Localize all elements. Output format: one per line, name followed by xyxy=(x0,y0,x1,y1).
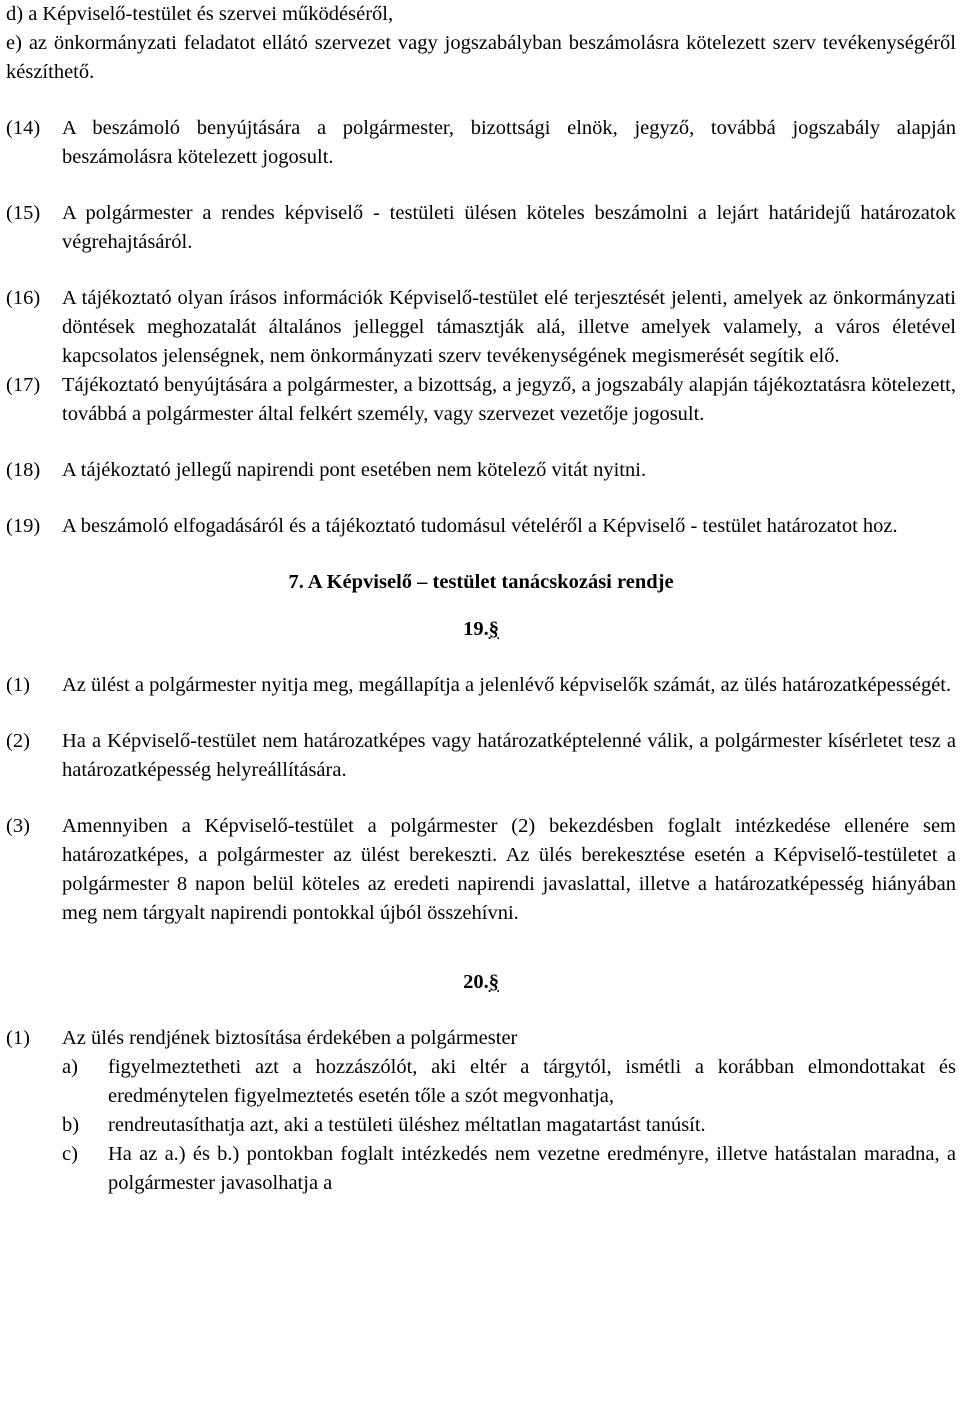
paragraph-number: (1) xyxy=(6,1027,30,1049)
subitem-label: c) xyxy=(62,1143,78,1165)
document-page xyxy=(6,0,956,1198)
paragraph-number: (18) xyxy=(6,459,41,481)
paragraph-14 xyxy=(6,114,956,172)
paragraph-text: A beszámoló benyújtására a polgármester, bizottsági elnök, jegyző, továbbá jogszabály alapján beszámolásra kötelezett jogosult. xyxy=(62,117,956,168)
paragraph-number: (16) xyxy=(6,287,41,309)
paragraph-text: A tájékoztató jellegű napirendi pont esetében nem kötelező vitát nyitni. xyxy=(62,459,647,481)
paragraph-number: (14) xyxy=(6,117,41,139)
section-number: 20. xyxy=(463,971,489,993)
paragraph-15 xyxy=(6,199,956,257)
paragraph-number: (3) xyxy=(6,815,30,837)
paragraph-text: Az ülés rendjének biztosítása érdekében a polgármester xyxy=(62,1027,518,1049)
paragraph-number: (1) xyxy=(6,674,30,696)
paragraph-number: (2) xyxy=(6,730,30,752)
paragraph-number: (15) xyxy=(6,202,41,224)
paragraph-18 xyxy=(6,456,956,485)
paragraph-text: Ha a Képviselő-testület nem határozatképes vagy határozatképtelenné válik, a polgármester kísérletet tesz a határozatképesség helyreállítására. xyxy=(62,730,956,781)
paragraph-number: (17) xyxy=(6,374,41,396)
subitem-b xyxy=(62,1111,956,1140)
paragraph-17 xyxy=(6,371,956,429)
paragraph-text: A polgármester a rendes képviselő - testületi ülésen köteles beszámolni a lejárt határidejű határozatok végrehajtásáról. xyxy=(62,202,956,253)
section-symbol: § xyxy=(488,618,499,640)
paragraph-text: A beszámoló elfogadásáról és a tájékoztató tudomásul vételéről a Képviselő - testület határozatot hoz. xyxy=(62,515,898,537)
section-20-heading xyxy=(6,968,956,997)
paragraph-19-2 xyxy=(6,727,956,785)
section-19-heading xyxy=(6,615,956,644)
item-e: e) az önkormányzati feladatot ellátó szervezet vagy jogszabályban beszámolásra kötelezett szerv tevékenységéről készíthető. xyxy=(6,32,956,83)
paragraph-text: A tájékoztató olyan írásos információk Képviselő-testület elé terjesztését jelenti, amelyek az önkormányzati döntések meghozatalát általános jelleggel támasztják alá, illetve amelyek valamely, a város életével kapcsolatos jelenségnek, nem önkormányzati szerv tevékenységének megismerését segítik elő. xyxy=(62,287,956,367)
paragraph-text: Az ülést a polgármester nyitja meg, megállapítja a jelenlévő képviselők számát, az ülés határozatképességét. xyxy=(62,674,952,696)
paragraph-16 xyxy=(6,284,956,371)
subitem-a xyxy=(62,1053,956,1111)
section-number: 19. xyxy=(463,618,489,640)
paragraph-20-1 xyxy=(6,1024,956,1053)
paragraph-19-1 xyxy=(6,671,956,700)
subitem-text: rendreutasíthatja azt, aki a testületi üléshez méltatlan magatartást tanúsít. xyxy=(108,1114,706,1136)
subitem-text: Ha az a.) és b.) pontokban foglalt intézkedés nem vezetne eredményre, illetve hatástalan maradna, a polgármester javasolhatja a xyxy=(108,1143,956,1194)
chapter-title: 7. A Képviselő – testület tanácskozási rendje xyxy=(288,571,674,593)
subitem-label: a) xyxy=(62,1056,78,1078)
paragraph-text: Amennyiben a Képviselő-testület a polgármester (2) bekezdésben foglalt intézkedése ellenére sem határozatképes, a polgármester az ülést berekeszti. Az ülés berekesztése esetén a Képviselő-testületet a polgármester 8 napon belül köteles az eredeti napirendi javaslattal, illetve a határozatképesség hiányában meg nem tárgyalt napirendi pontokkal újból összehívni. xyxy=(62,815,956,924)
subitem-c xyxy=(62,1140,956,1198)
subitem-label: b) xyxy=(62,1114,80,1136)
item-d: d) a Képviselő-testület és szervei működéséről, xyxy=(6,3,394,25)
paragraph-number: (19) xyxy=(6,515,41,537)
paragraph-text: Tájékoztató benyújtására a polgármester, a bizottság, a jegyző, a jogszabály alapján tájékoztatásra kötelezett, továbbá a polgármester által felkért személy, vagy szervezet vezetője jogosult. xyxy=(62,374,956,425)
subitem-text: figyelmeztetheti azt a hozzászólót, aki eltér a tárgytól, ismétli a korábban elmondottakat és eredménytelen figyelmeztetés esetén tőle a szót megvonhatja, xyxy=(108,1056,956,1107)
paragraph-19 xyxy=(6,512,956,541)
section-symbol: § xyxy=(488,971,499,993)
paragraph-19-3 xyxy=(6,812,956,928)
